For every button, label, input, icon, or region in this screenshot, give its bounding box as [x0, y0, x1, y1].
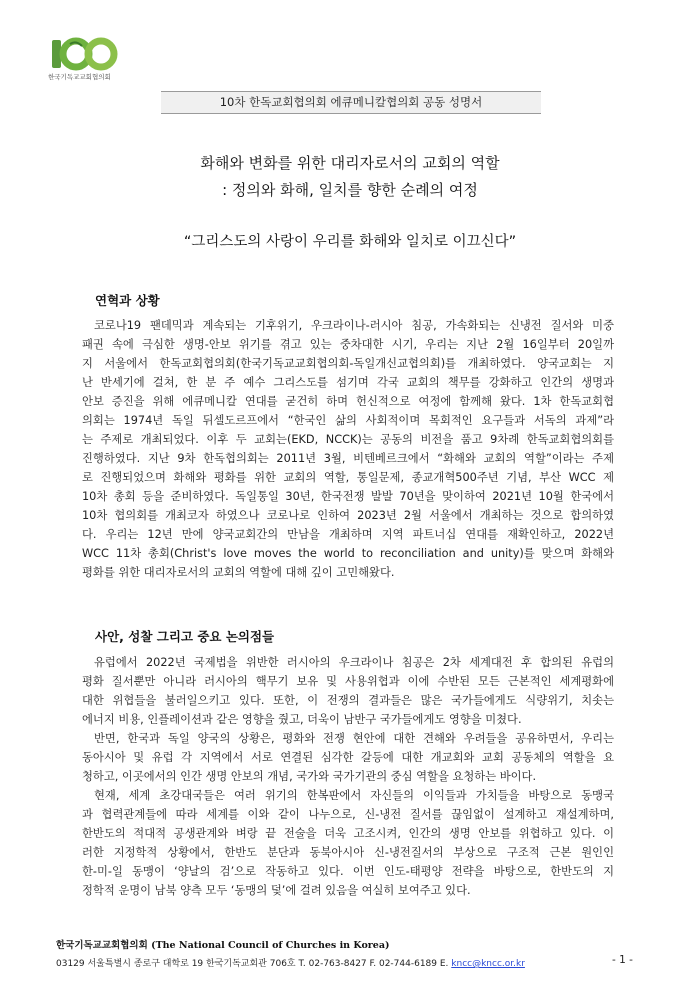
footer-address — [56, 956, 616, 969]
paragraph-line: 유럽에서 2022년 국제법을 위반한 러시아의 우크라이나 침공은 2차 세계대전 후 합의된 유럽의 — [94, 656, 614, 669]
paragraph-line: 러한 지정학적 상황에서, 한반도 분단과 동북아시아 신-냉전질서의 부상으로 구조적 근본 원인인 — [82, 846, 614, 859]
paragraph-line: 난 반세기에 걸쳐, 한 분 주 예수 그리스도를 섬기며 각국 교회의 책무를 강화하고 인간의 생명과 — [82, 376, 614, 389]
paragraph-line: 지 서울에서 한독교회협의회(한국기독교교회협의회-독일개신교협의회)를 개최하였다. 양국교회는 지 — [82, 357, 614, 370]
section-body-issues — [82, 653, 614, 900]
footer-email-link[interactable]: kncc@kncc.or.kr — [451, 959, 525, 969]
paragraph-line: 청하고, 이곳에서의 인간 생명 안보의 개념, 국가와 국가기관의 중심 역할을 요청하는 바이다. — [82, 770, 537, 783]
page-number: - 1 - — [612, 954, 633, 966]
section-body-history — [82, 316, 614, 582]
paragraph-line: 안보 증진을 위해 에큐메니칼 연대를 굳건히 하며 헌신적으로 여정에 함께해 왔다. 1차 한독교회협 — [82, 395, 614, 408]
document-subtitle: “그리스도의 사랑이 우리를 화해와 일치로 이끄신다” — [183, 234, 517, 250]
paragraph-line: 는 주제로 개최되었다. 이후 두 교회는(EKD, NCCK)는 공동의 비전을 품고 9차례 한독교회협의회를 — [82, 433, 614, 446]
paragraph-line: 다. 우리는 12년 만에 양국교회간의 만남을 개최하며 지역 파트너십 연대를 재확인하고, 2022년 — [82, 528, 614, 541]
document-title: 화해와 변화를 위한 대리자로서의 교회의 역할 — [200, 154, 500, 172]
paragraph-line: 동아시아 및 유럽 각 지역에서 서로 연결된 심각한 갈등에 대한 개교회와 교회 공동체의 역할을 요 — [82, 751, 614, 764]
paragraph-line: 정학적 운명이 남북 양측 모두 ‘동맹의 덫’에 걸려 있음을 여실히 보여주고 있다. — [82, 884, 471, 897]
statement-header: 10차 한독교회협의회 에큐메니칼협의회 공동 성명서 — [161, 91, 541, 114]
paragraph-line: 평화를 위한 대리자로서의 교회의 역할에 대해 깊이 고민해왔다. — [82, 566, 395, 579]
section-heading-issues: 사안, 성찰 그리고 중요 논의점들 — [95, 629, 275, 644]
paragraph-line: 로 진행되었으며 화해와 평화를 위한 교회의 역할, 통일문제, 종교개혁500주년 기념, 부산 WCC 제 — [82, 471, 614, 484]
paragraph-line: WCC 11차 총회(Christ's love moves the world to reconciliation and unity)를 맞으며 화해와 — [82, 547, 614, 560]
paragraph-line: 과 협력관계들에 따라 세계를 이와 같이 나누으로, 신-냉전 질서를 끊임없이 설계하고 재설계하며, — [82, 808, 614, 821]
paragraph-line: 한-미-일 동맹이 ‘양날의 검’으로 작동하고 있다. 이번 인도-태평양 전략을 바탕으로, 한반도의 지 — [82, 865, 614, 878]
paragraph-line: 의회는 1974년 독일 뒤셀도르프에서 “한국인 삶의 사회적이며 목회적인 요구들과 서독의 과제”라 — [82, 414, 614, 427]
section-heading-history: 연혁과 상황 — [95, 293, 160, 308]
footer-address-text: 03129 서울특별시 종로구 대학로 19 한국기독교회관 706호 T. 02-763-8427 F. 02-744-6189 E. — [56, 959, 452, 969]
paragraph-line: 대한 위협들을 불러일으키고 있다. 또한, 이 전쟁의 결과들은 많은 국가들에게도 식량위기, 치솟는 — [82, 694, 614, 707]
page-footer — [56, 937, 656, 969]
footer-organization: 한국기독교교회협의회 (The National Council of Churches in Korea) — [56, 940, 390, 951]
document-title-line2: : 정의와 화해, 일치를 향한 순례의 여정 — [222, 181, 478, 199]
paragraph-line: 패권 속에 극심한 생명-안보 위기를 겪고 있는 중차대한 시기, 우리는 지난 2월 16일부터 20일까 — [82, 338, 614, 351]
paragraph-line: 평화 질서뿐만 아니라 러시아의 핵무기 보유 및 사용위협과 이에 수반된 모든 근본적인 세계평화에 — [82, 675, 614, 688]
paragraph-line: 에너지 비용, 인플레이션과 같은 영향을 줬고, 더욱이 남반구 국가들에게도 영향을 미쳤다. — [82, 713, 522, 726]
paragraph-line: 코로나19 팬데믹과 계속되는 기후위기, 우크라이나-러시아 침공, 가속화되는 신냉전 질서와 미중 — [94, 319, 614, 332]
paragraph-line: 현재, 세계 초강대국들은 여러 위기의 한복판에서 자신들의 이익들과 가치들을 바탕으로 동맹국 — [94, 789, 614, 802]
paragraph-line: 진행하였다. 지난 9차 한독협의회는 2011년 3월, 비텐베르크에서 “화해와 교회의 역할”이라는 주제 — [82, 452, 614, 465]
paragraph-line: 한반도의 적대적 공생관계와 벼랑 끝 전술을 더욱 고조시켜, 인간의 생명 안보를 위협하고 있다. 이 — [82, 827, 614, 840]
logo-caption: 한국기독교교회협의회 — [48, 73, 111, 81]
paragraph-line: 10차 협의회를 개최코자 하였으나 코로나로 인하여 2023년 2월 서울에서 개최하는 것으로 합의하였 — [82, 509, 614, 522]
paragraph-line: 10차 총회 등을 준비하였다. 독일통일 30년, 한국전쟁 발발 70년을 맞이하여 2021년 10월 한국에서 — [82, 490, 614, 503]
paragraph-line: 반면, 한국과 독일 양국의 상황은, 평화와 전쟁 현안에 대한 견해와 우려들을 공유하면서, 우리는 — [94, 732, 614, 745]
